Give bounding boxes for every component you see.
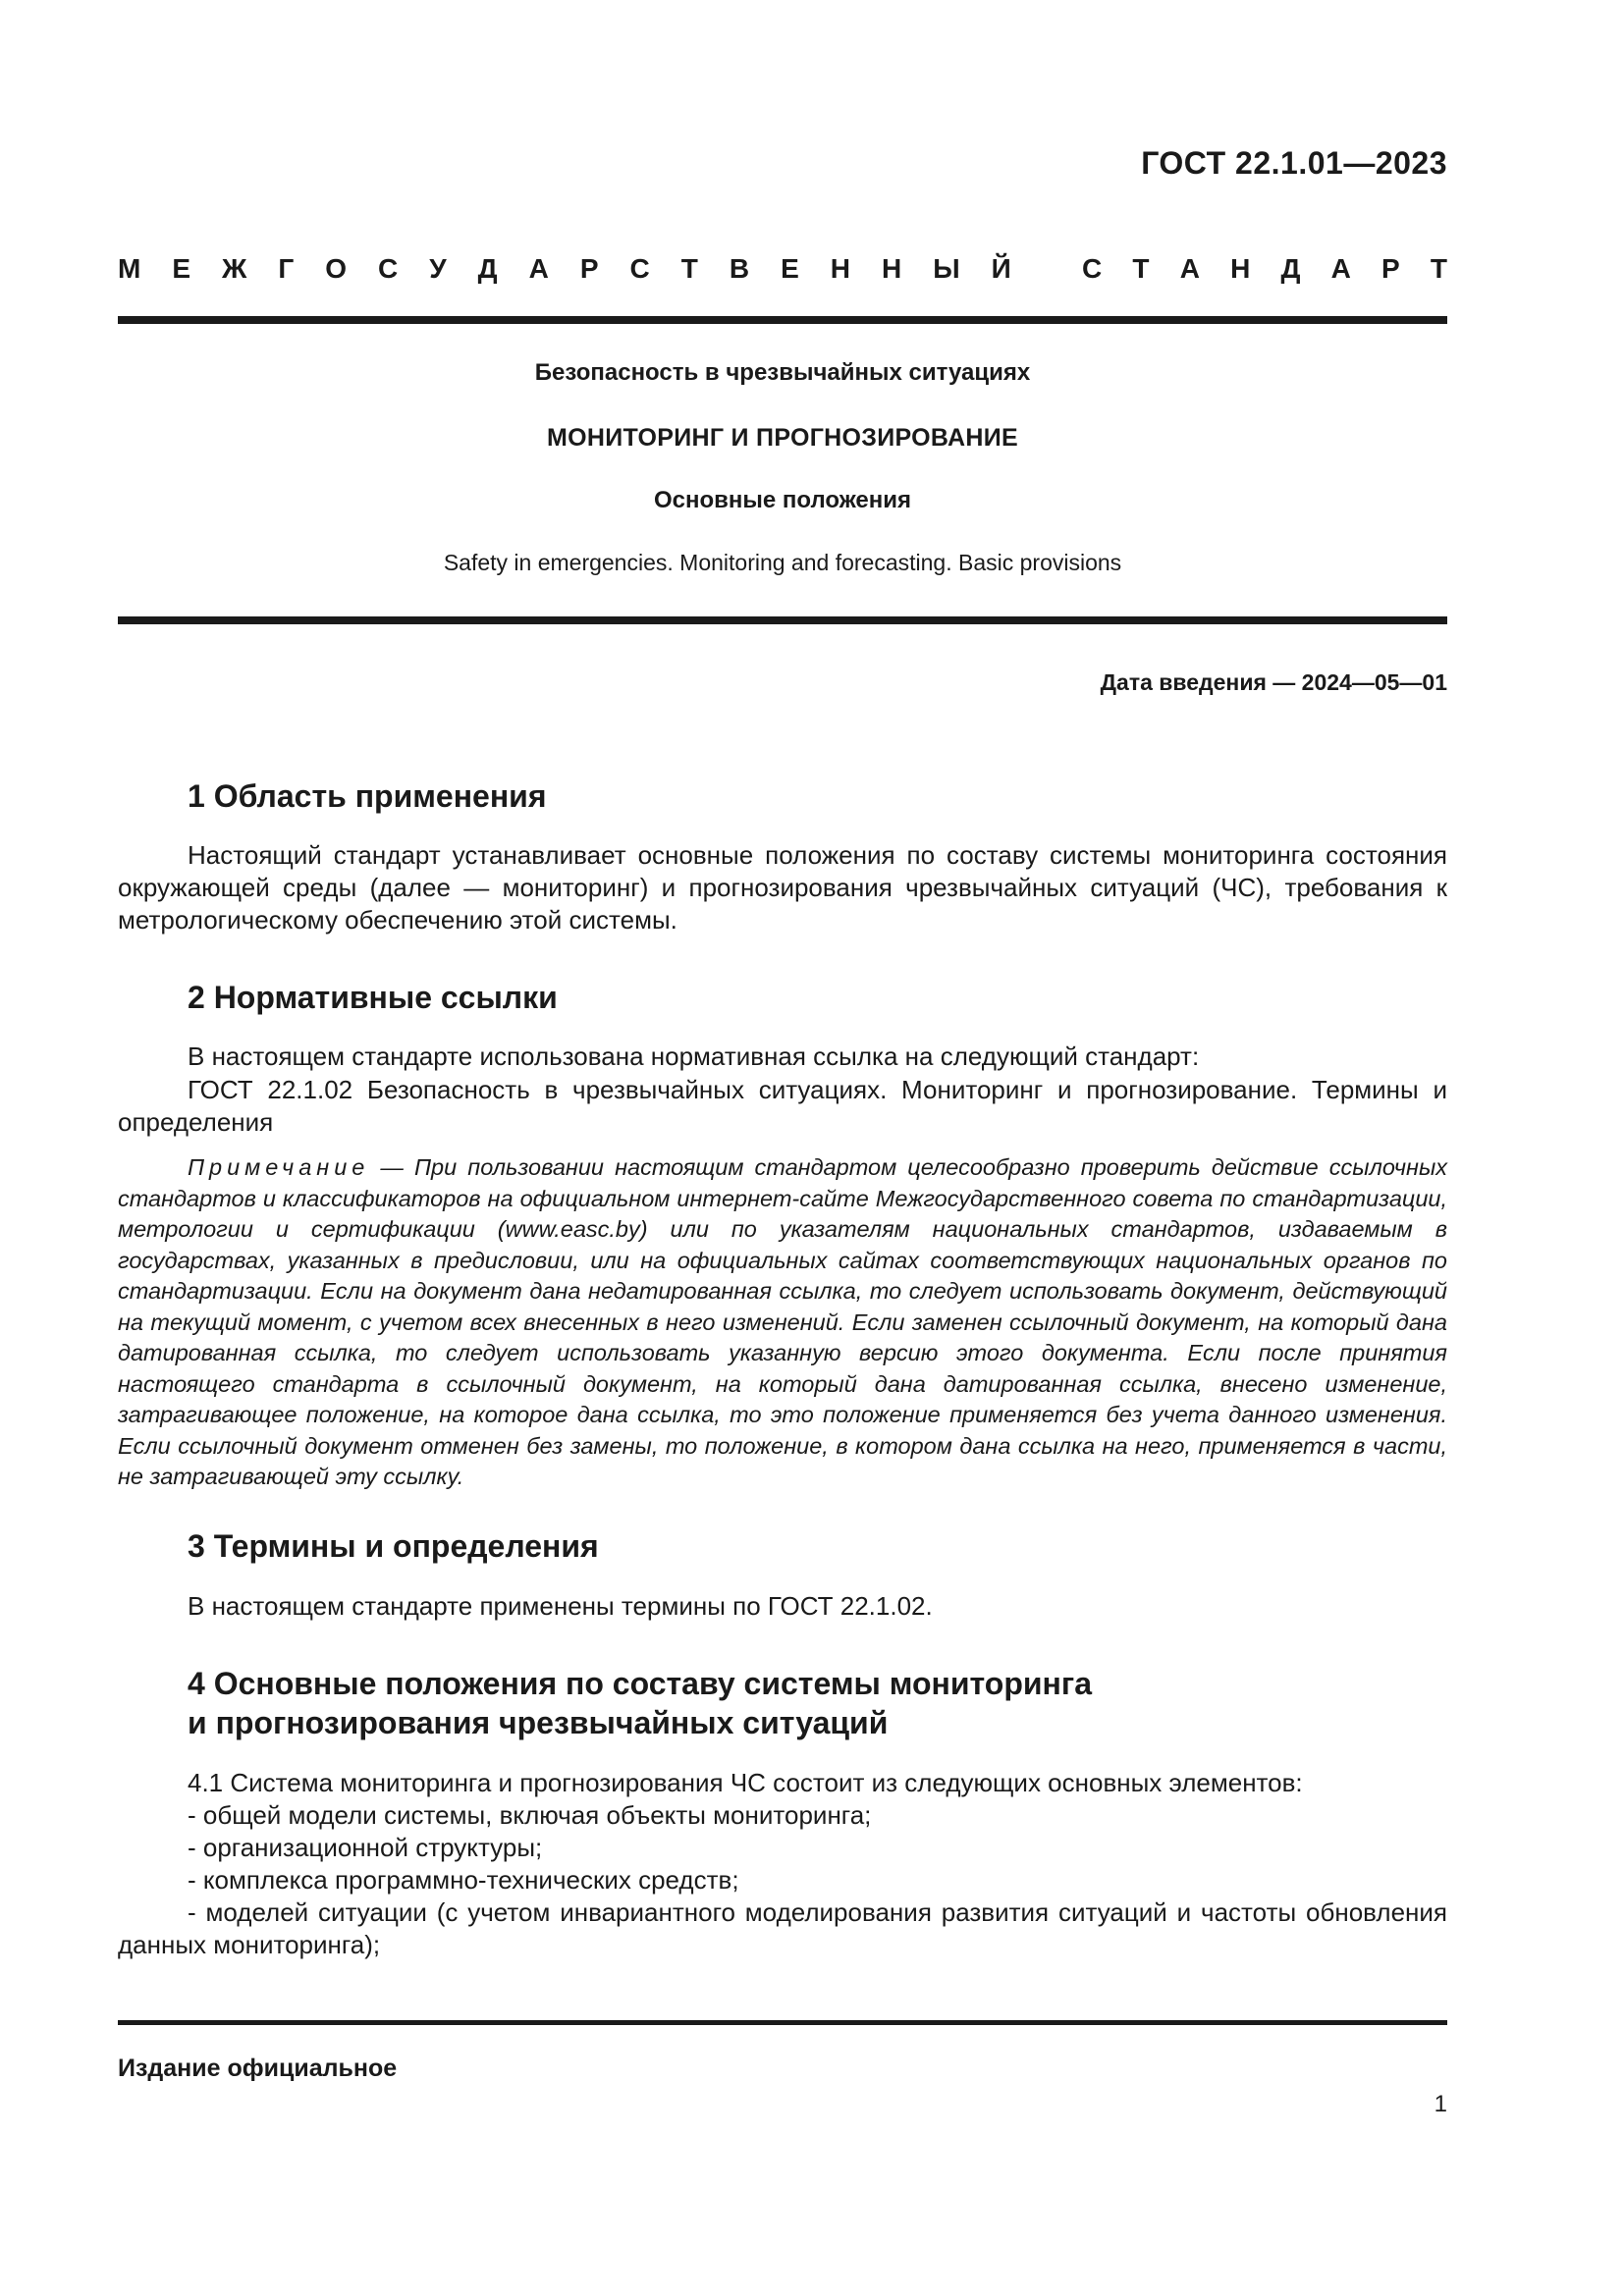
- banner-word-interstate: [118, 253, 1011, 285]
- section-2-text-1: В настоящем стандарте использована нормативная ссылка на следующий стандарт:: [188, 1041, 1200, 1071]
- document-number: ГОСТ 22.1.01—2023: [1141, 145, 1447, 181]
- banner-letter: У: [429, 253, 447, 284]
- banner-letter: А: [1179, 253, 1200, 284]
- title-rule: [118, 616, 1447, 624]
- top-rule: [118, 316, 1447, 324]
- banner-letter: Р: [1381, 253, 1400, 284]
- note-text: — При пользовании настоящим стандартом целесообразно проверить действие ссылочных стандартов и классификаторов на официальном интернет-сайте Межгосударственного совета по стандартизации, метрологии и сертификации (www.easc.by) или по указателям национальных стандартов, издаваемым в государствах, указанных в предисловии, или на официальных сайтах соответствующих национальных органов по стандартизации. Если на документ дана недатированная ссылка, то следует использовать документ, действующий на текущий момент, с учетом всех внесенных в него изменений. Если заменен ссылочный документ, на который дана датированная ссылка, то следует использовать указанную версию этого документа. Если после принятия настоящего стандарта в ссылочный документ, на который дана датированная ссылка, внесено изменение, затрагивающее положение, на которое дана ссылка, то это положение применяется без учета данного изменения. Если ссылочный документ отменен без замены, то положение, в котором дана ссылка на него, применяется в части, не затрагивающей эту ссылку.: [118, 1154, 1447, 1489]
- banner-word-standard: [1082, 253, 1447, 285]
- official-edition-label: Издание официальное: [118, 2055, 398, 2082]
- banner-letter: А: [528, 253, 549, 284]
- banner-letter: С: [1082, 253, 1103, 284]
- title-line-3: Основные положения: [653, 487, 912, 513]
- title-line-1: Безопасность в чрезвычайных ситуациях: [534, 359, 1031, 386]
- banner-letter: Т: [1430, 253, 1447, 284]
- banner-letter: Й: [991, 253, 1011, 284]
- banner-letter: В: [729, 253, 750, 284]
- banner-letter: Н: [1230, 253, 1251, 284]
- title-line-2: МОНИТОРИНГ И ПРОГНОЗИРОВАНИЕ: [547, 424, 1018, 452]
- section-4-heading-line-2: и прогнозирования чрезвычайных ситуаций: [188, 1705, 889, 1740]
- footer-rule: [118, 2020, 1447, 2025]
- banner-letter: Н: [882, 253, 902, 284]
- banner-letter: Е: [172, 253, 191, 284]
- banner-letter: С: [377, 253, 399, 284]
- section-2-note: [118, 1152, 1447, 1493]
- banner-letter: Ы: [933, 253, 960, 284]
- banner-letter: Д: [1280, 253, 1301, 284]
- section-4-intro: 4.1 Система мониторинга и прогнозирования ЧС состоит из следующих основных элементов:: [188, 1768, 1303, 1797]
- list-item: - моделей ситуации (с учетом инвариантного моделирования развития ситуаций и частоты обновления данных мониторинга);: [118, 1897, 1447, 1959]
- section-3-text: В настоящем стандарте применены термины по ГОСТ 22.1.02.: [188, 1591, 933, 1621]
- section-1-heading: 1 Область применения: [188, 778, 547, 814]
- section-1-text: Настоящий стандарт устанавливает основные положения по составу системы мониторинга состояния окружающей среды (далее — мониторинг) и прогнозирования чрезвычайных ситуаций (ЧС), требования к метрологическому обеспечению этой системы.: [118, 840, 1447, 934]
- banner-letter: Ж: [222, 253, 247, 284]
- list-item: - организационной структуры;: [188, 1833, 543, 1862]
- page-number: 1: [1434, 2091, 1447, 2117]
- banner-letter: Т: [1132, 253, 1150, 284]
- introduction-date: Дата введения — 2024—05—01: [1100, 669, 1447, 695]
- banner-letter: Е: [781, 253, 799, 284]
- note-label: Примечание: [188, 1154, 370, 1180]
- banner-letter: Н: [830, 253, 851, 284]
- banner-letter: С: [629, 253, 650, 284]
- banner-letter: Р: [579, 253, 599, 284]
- section-3-heading: 3 Термины и определения: [188, 1528, 599, 1564]
- section-2-text-2: ГОСТ 22.1.02 Безопасность в чрезвычайных ситуациях. Мониторинг и прогнозирование. Термины и определения: [118, 1075, 1447, 1137]
- banner-letter: М: [118, 253, 141, 284]
- section-2-heading: 2 Нормативные ссылки: [188, 980, 558, 1015]
- list-item: - комплекса программно-технических средств;: [188, 1865, 739, 1895]
- banner-letter: Т: [680, 253, 698, 284]
- banner-letter: А: [1330, 253, 1351, 284]
- banner-letter: О: [325, 253, 347, 284]
- banner-letter: Д: [477, 253, 498, 284]
- interstate-standard-banner: [118, 253, 1447, 285]
- title-english: Safety in emergencies. Monitoring and forecasting. Basic provisions: [443, 550, 1122, 575]
- banner-letter: Г: [278, 253, 295, 284]
- section-4-heading-line-1: 4 Основные положения по составу системы мониторинга: [188, 1666, 1092, 1701]
- list-item: - общей модели системы, включая объекты мониторинга;: [188, 1800, 872, 1830]
